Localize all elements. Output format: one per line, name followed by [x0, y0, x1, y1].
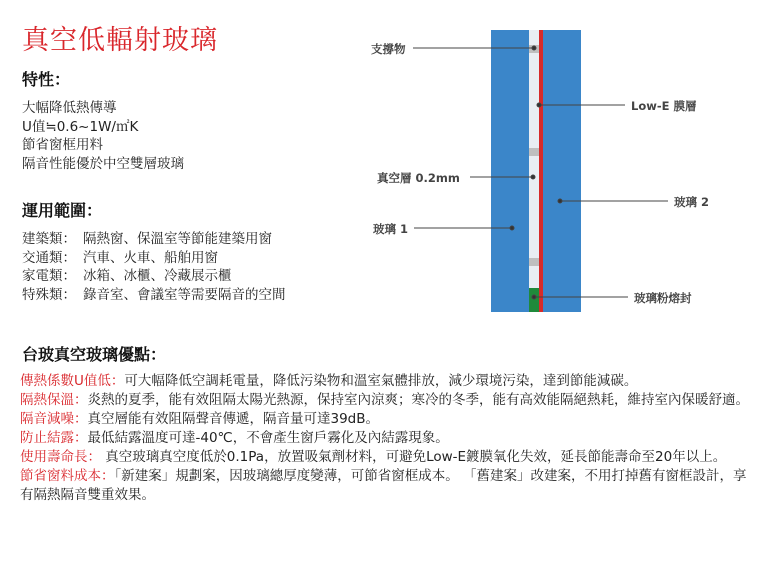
glass-1-pane [491, 30, 529, 312]
feature-item: 節省窗框用料 [22, 137, 103, 153]
advantage-key: 防止結露： [20, 430, 88, 446]
advantage-item [20, 429, 750, 448]
advantage-text: 可大幅降低空調耗電量，降低污染物和溫室氣體排放，減少環境污染，達到節能減碳。 [124, 373, 638, 389]
advantages-heading: 台玻真空玻璃優點： [22, 345, 167, 364]
application-text: 冰箱、冰櫃、冷藏展示櫃 [83, 268, 232, 284]
application-category: 特殊類： [22, 286, 76, 303]
advantage-item [20, 448, 750, 467]
label-support: 支撐物 [371, 42, 406, 56]
support-pillar [529, 258, 539, 266]
advantage-item [20, 467, 750, 505]
label-lowe: Low-E 膜層 [631, 99, 697, 113]
application-text: 錄音室、會議室等需要隔音的空間 [83, 286, 286, 303]
advantage-text: 炎熱的夏季，能有效阻隔太陽光熱源，保持室內涼爽；寒冷的冬季，能有高效能隔絕熱耗，維持室內保暖舒適。 [87, 392, 749, 408]
seal-block [529, 288, 539, 312]
page-title: 真空低輻射玻璃 [22, 25, 218, 56]
advantage-item [20, 372, 750, 391]
advantage-key: 隔熱保溫： [20, 392, 88, 408]
advantage-key: 節省窗料成本： [20, 468, 115, 484]
advantage-key: 使用壽命長： [20, 449, 101, 465]
advantage-item [20, 410, 750, 429]
feature-item: 隔音性能優於中空雙層玻璃 [22, 155, 184, 172]
feature-item: 大幅降低熱傳導 [22, 100, 117, 116]
application-text: 汽車、火車、船舶用窗 [83, 249, 218, 266]
applications-heading: 運用範圍： [22, 201, 103, 220]
advantage-key: 隔音減噪： [20, 411, 88, 427]
label-glass-2: 玻璃 2 [674, 195, 710, 209]
advantages-list [20, 372, 750, 505]
application-text: 隔熱窗、保溫室等節能建築用窗 [83, 231, 272, 247]
advantage-text: 真空玻璃真空度低於0.1Pa，放置吸氣劑材料，可避免Low-E鍍膜氧化失效，延長節能壽命至20年以上。 [101, 449, 727, 465]
application-category: 建築類： [22, 231, 76, 247]
lowe-coating [539, 30, 543, 312]
advantage-text: 「新建案」規劃案，因玻璃總厚度變薄，可節省窗框成本。 「舊建案」改建案，不用打掉舊有窗框設計，享有隔熱隔音雙重效果。 [20, 468, 747, 503]
glass-2-pane [543, 30, 581, 312]
advantage-item [20, 391, 750, 410]
vacuum-gap [529, 30, 539, 312]
label-seal: 玻璃粉熔封 [634, 291, 692, 305]
advantage-text: 最低結露溫度可達-40℃，不會產生窗戶霧化及內結露現象。 [87, 430, 449, 446]
application-category: 家電類： [22, 268, 76, 284]
label-vacuum: 真空層 0.2mm [377, 171, 460, 185]
advantage-text: 真空層能有效阻隔聲音傳遞，隔音量可達39dB。 [87, 411, 380, 427]
application-category: 交通類： [22, 249, 76, 266]
support-pillar [529, 148, 539, 156]
label-glass-1: 玻璃 1 [373, 222, 409, 236]
features-heading: 特性： [22, 70, 71, 89]
advantage-key: 傳熱係數U值低： [20, 373, 125, 389]
feature-item: U值≒0.6~1W/㎡K [22, 118, 139, 135]
